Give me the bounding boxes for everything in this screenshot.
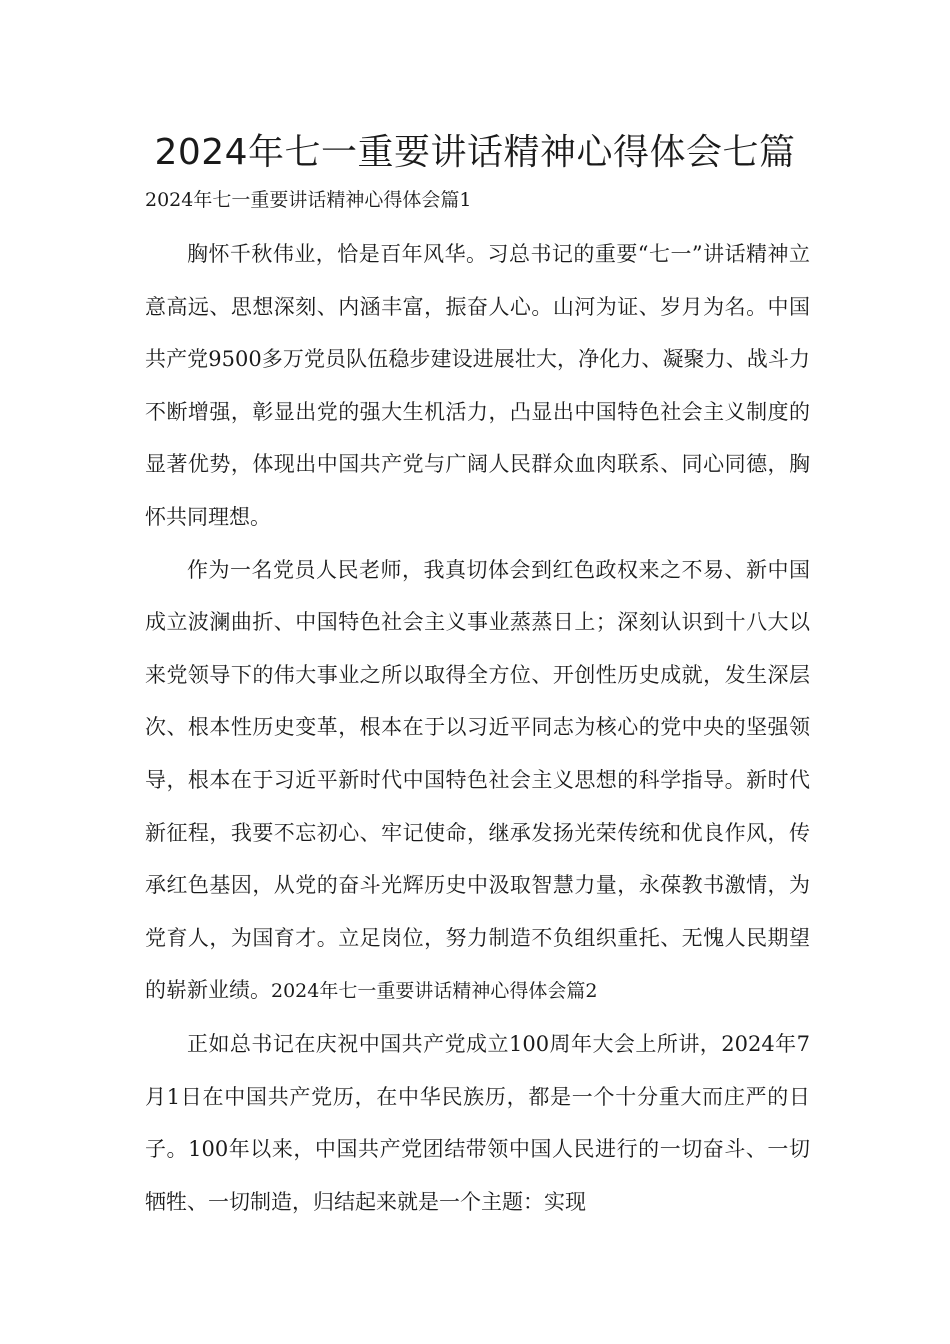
document-body [145, 228, 810, 1228]
section-2-heading: 2024年七一重要讲话精神心得体会篇2 [271, 980, 598, 1003]
section-1-paragraph-1: 胸怀千秋伟业，恰是百年风华。习总书记的重要“七一”讲话精神立意高远、思想深刻、内涵丰富，振奋人心。山河为证、岁月为名。中国共产党9500多万党员队伍稳步建设进展壮大，净化力、凝聚力、战斗力不断增强，彰显出党的强大生机活力，凸显出中国特色社会主义制度的显著优势，体现出中国共产党与广阔人民群众血肉联系、同心同德，胸怀共同理想。 [145, 242, 810, 529]
document-title: 2024年七一重要讲话精神心得体会七篇 [154, 132, 796, 173]
section-2-paragraph-1: 正如总书记在庆祝中国共产党成立100周年大会上所讲，2024年7月1日在中国共产党历，在中华民族历，都是一个十分重大而庄严的日子。100年以来，中国共产党团结带领中国人民进行的一切奋斗、一切牺牲、一切制造，归结起来就是一个主题：实现 [145, 1031, 810, 1214]
section-1-heading: 2024年七一重要讲话精神心得体会篇1 [145, 189, 472, 211]
section-1-paragraph-2 [145, 544, 810, 1018]
section-1-paragraph-2-text: 作为一名党员人民老师，我真切体会到红色政权来之不易、新中国成立波澜曲折、中国特色社会主义事业蒸蒸日上；深刻认识到十八大以来党领导下的伟大事业之所以取得全方位、开创性历史成就，发生深层次、根本性历史变革，根本在于以习近平同志为核心的党中央的坚强领导，根本在于习近平新时代中国特色社会主义思想的科学指导。新时代新征程，我要不忘初心、牢记使命，继承发扬光荣传统和优良作风，传承红色基因，从党的奋斗光辉历史中汲取智慧力量，永葆教书激情，为党育人，为国育才。立足岗位，努力制造不负组织重托、无愧人民期望的崭新业绩。 [145, 557, 810, 1003]
